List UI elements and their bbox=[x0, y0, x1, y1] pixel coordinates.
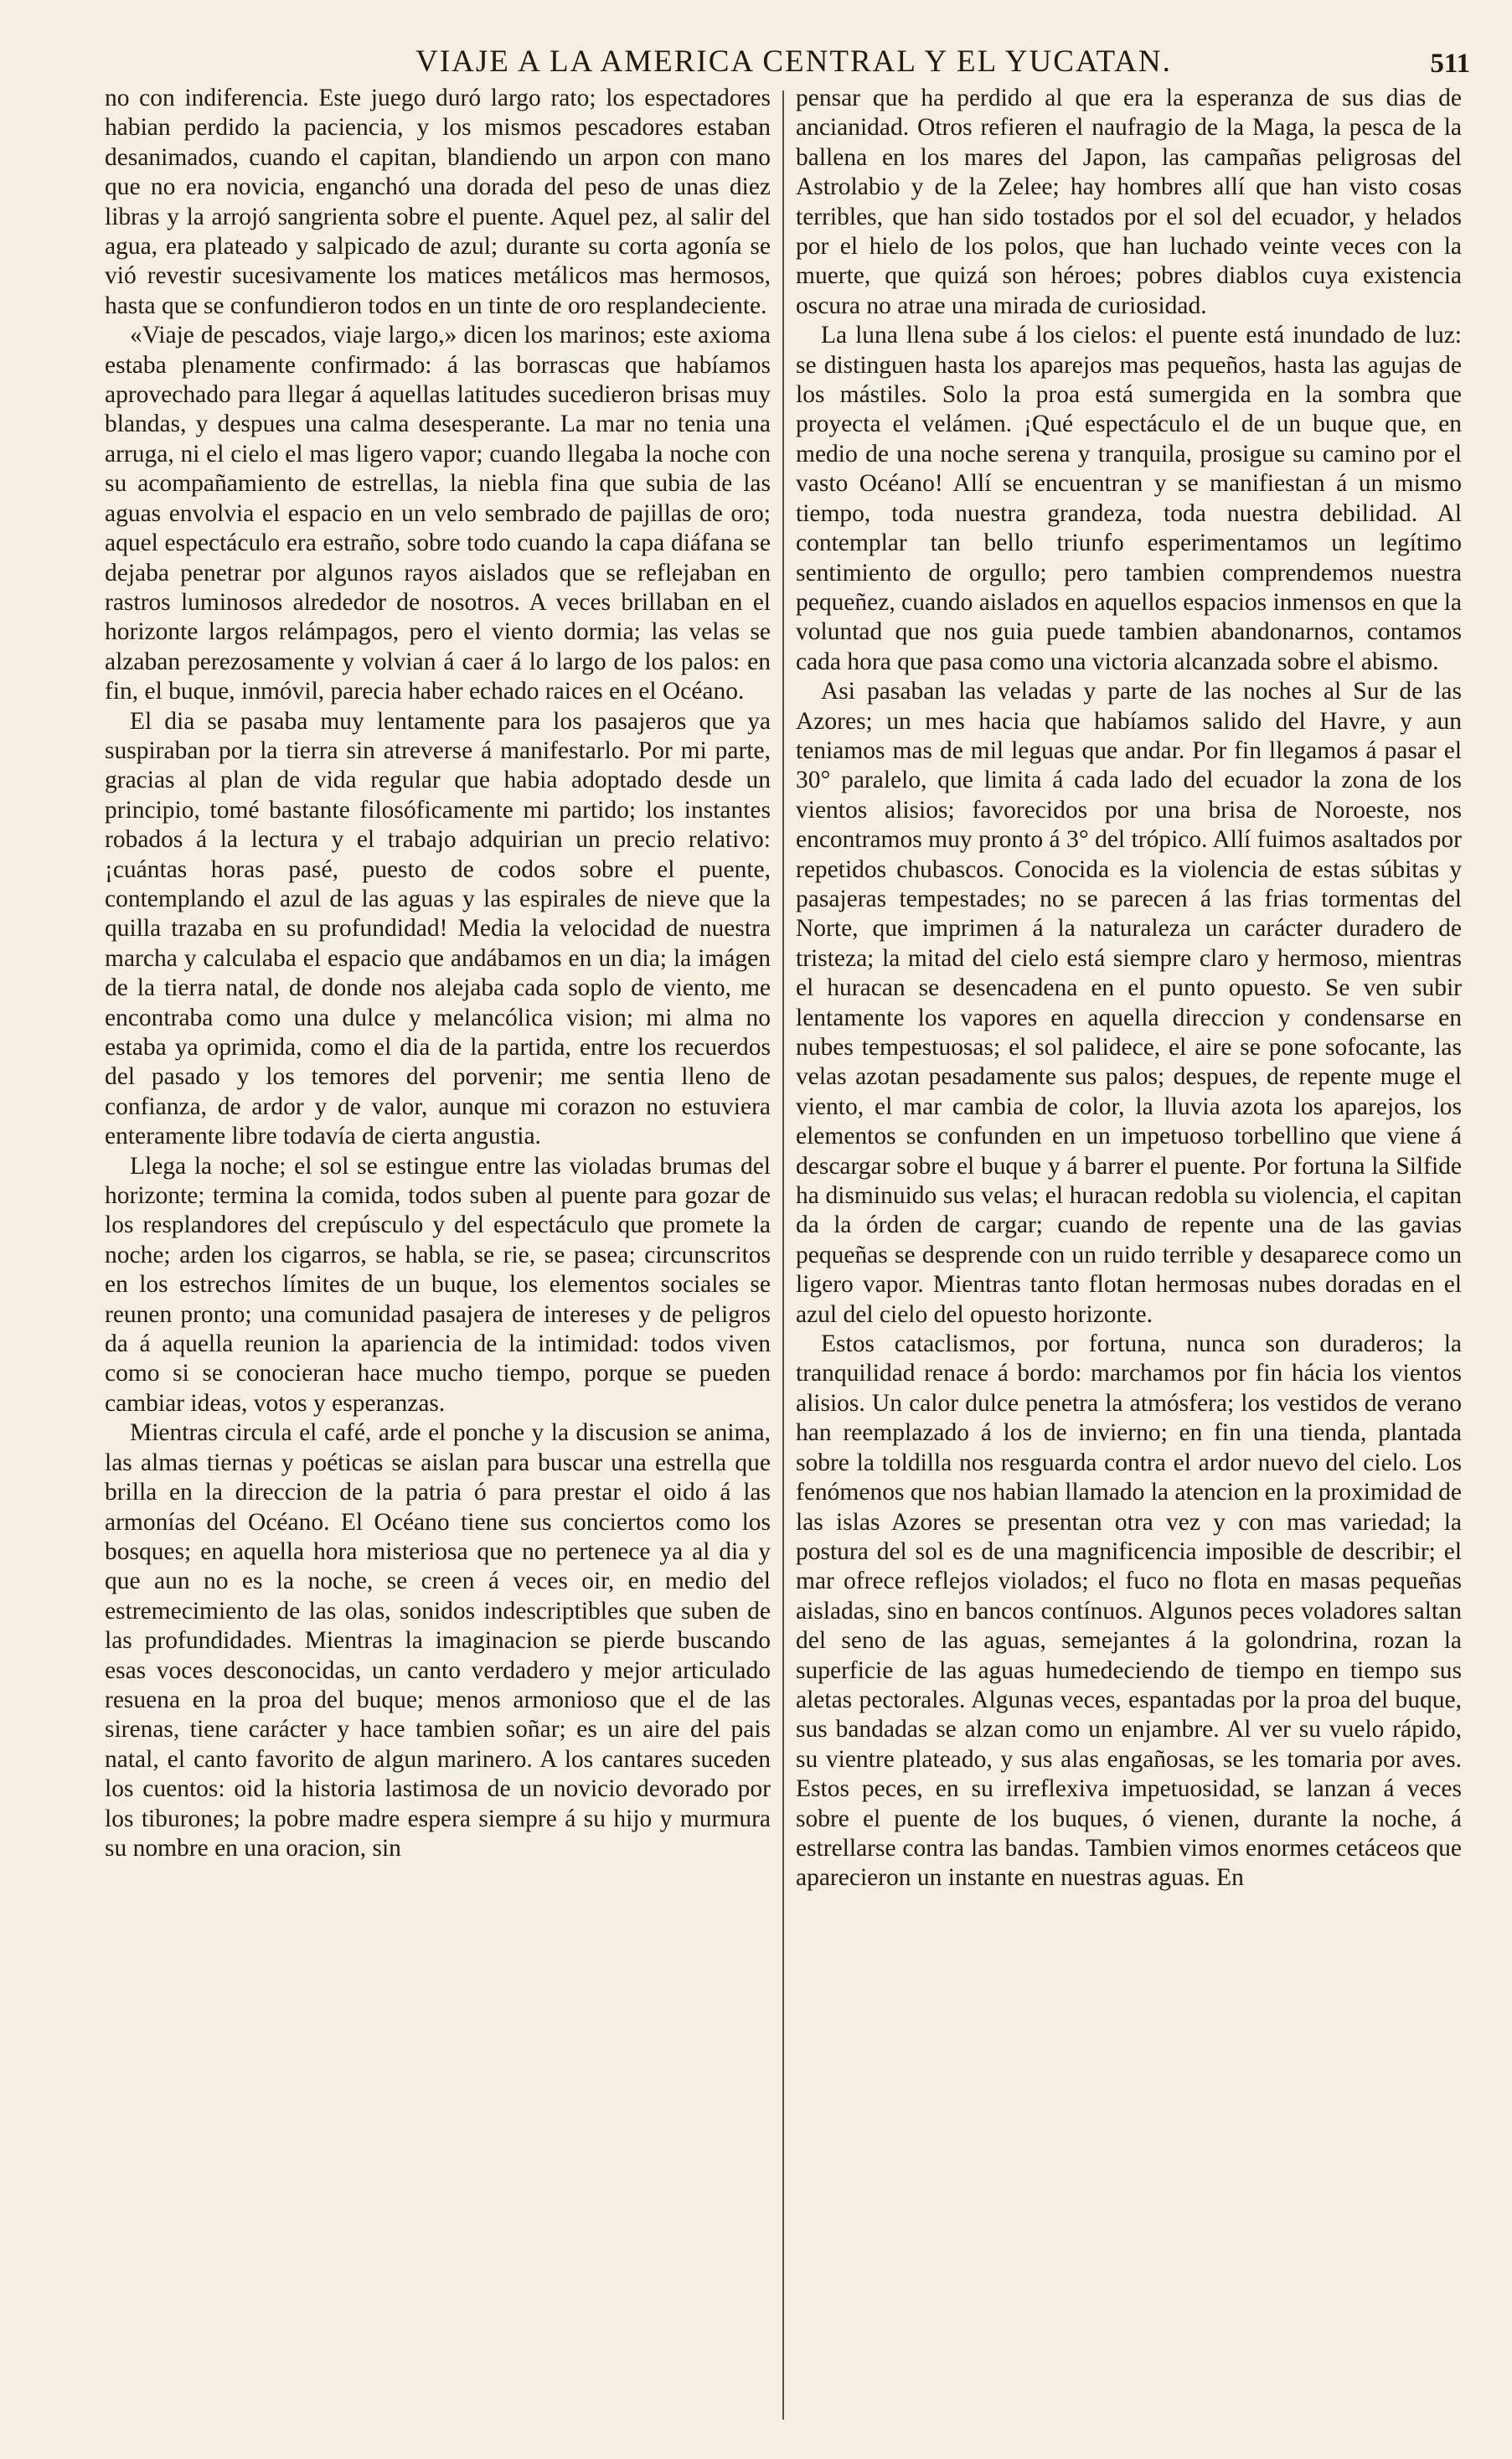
paragraph: Estos cataclismos, por fortuna, nunca son duraderos; la tranquilidad renace á bordo: marchamos por fin hácia los vientos alisios. Un calor dulce penetra la atmósfera; los vestidos de verano han reemplazado á los de invierno; en fin una tienda, plantada sobre la toldilla nos resguarda contra el ardor nuevo del cielo. Los fenómenos que nos habian llamado la atencion en la proximidad de las islas Azores se presentan otra vez y con mas variedad; la postura del sol es de una magnificencia imposible de describir; el mar ofrece reflejos violados; el fuco no flota en masas pequeñas aisladas, sino en bancos contínuos. Algunos peces voladores saltan del seno de las aguas, semejantes á la golondrina, rozan la superficie de las aguas humedeciendo de tiempo en tiempo sus aletas pectorales. Algunas veces, espantadas por la proa del buque, sus bandadas se alzan como un enjambre. Al ver su vuelo rápido, su vientre plateado, y sus alas engañosas, se les tomaria por aves. Estos peces, en su irreflexiva impetuosidad, se lanzan á veces sobre el puente de los buques, ó vienen, durante la noche, á estrellarse contra las bandas. Tambien vimos enormes cetáceos que aparecieron un instante en nuestras aguas. En bbox=[796, 1330, 1462, 1892]
paragraph: no con indiferencia. Este juego duró largo rato; los espectadores habian perdido la paciencia, y los mismos pescadores estaban desanimados, cuando el capitan, blandiendo un arpon con mano que no era novicia, enganchó una dorada del peso de unas diez libras y la arrojó sangrienta sobre el puente. Aquel pez, al salir del agua, era plateado y salpicado de azul; durante su corta agonía se vió revestir sucesivamente los matices metálicos mas hermosos, hasta que se confundieron todos en un tinte de oro resplandeciente. bbox=[105, 85, 771, 319]
paragraph: pensar que ha perdido al que era la esperanza de sus dias de ancianidad. Otros refieren el naufragio de la Maga, la pesca de la ballena en los mares del Japon, las campañas peligrosas del Astrolabio y de la Zelee; hay hombres allí que han visto cosas terribles, que han sido tostados por el sol del ecuador, y helados por el hielo de los polos, que han luchado veinte veces con la muerte, que quizá son héroes; pobres diablos cuya existencia oscura no atrae una mirada de curiosidad. bbox=[796, 85, 1462, 319]
left-column bbox=[105, 84, 771, 1863]
right-column bbox=[796, 84, 1462, 1893]
paragraph: El dia se pasaba muy lentamente para los pasajeros que ya suspiraban por la tierra sin atreverse á manifestarlo. Por mi parte, gracias al plan de vida regular que habia adoptado desde un principio, tomé bastante filosóficamente mi partido; los instantes robados á la lectura y el trabajo adquirian un precio relativo: ¡cuántas horas pasé, puesto de codos sobre el puente, contemplando el azul de las aguas y las espirales de nieve que la quilla trazaba en su profundidad! Media la velocidad de nuestra marcha y calculaba el espacio que andábamos en un dia; la imágen de la tierra natal, de donde nos alejaba cada soplo de viento, me encontrabа como una dulce y melancólica vision; mi alma no estaba ya oprimida, como el dia de la partida, entre los recuerdos del pasado y los temores del porvenir; me sentia lleno de confianza, de ardor y de valor, aunque mi corazon no estuviera enteramente libre todavía de cierta angustia. bbox=[105, 707, 771, 1150]
text-columns bbox=[105, 84, 1462, 2430]
paragraph: La luna llena sube á los cielos: el puente está inundado de luz: se distinguen hasta los aparejos mas pequeños, hasta las agujas de los mástiles. Solo la proa está sumergida en la sombra que proyecta el velámen. ¡Qué espectáculo el de un buque que, en medio de una noche serena y tranquila, prosigue su camino por el vasto Océano! Allí se encuentran y se manifiestan á un mismo tiempo, toda nuestra grandeza, toda nuestra debilidad. Al contemplar tan bello triunfo esperimentamos un legítimo sentimiento de orgullo; pero tambien comprendemos nuestra pequeñez, cuando aislados en aquellos espacios inmensos en que la voluntad que nos guia puede tambien abandonarnos, contamos cada hora que pasa como una victoria alcanzada sobre el abismo. bbox=[796, 322, 1462, 675]
paragraph: «Viaje de pescados, viaje largo,» dicen los marinos; este axioma estaba plenamente confirmado: á las borrascas que habíamos aprovechado para llegar á aquellas latitudes sucedieron brisas muy blandas, y despues una calma desesperante. La mar no tenia una arruga, ni el cielo el mas ligero vapor; cuando llegaba la noche con su acompañamiento de estrellas, la niebla fina que subia de las aguas envolvia el espacio en un velo sembrado de pajillas de oro; aquel espectáculo era estraño, sobre todo cuando la capa diáfana se dejaba penetrar por algunos rayos aislados que se reflejaban en rastros luminosos alrededor de nosotros. A veces brillaban en el horizonte largos relámpagos, pero el viento dormia; las velas se alzaban perezosamente y volvian á caer á lo largo de los palos: en fin, el buque, inmóvil, parecia haber echado raices en el Océano. bbox=[105, 322, 771, 705]
column-divider bbox=[782, 90, 784, 2420]
running-title: VIAJE A LA AMERICA CENTRAL Y EL YUCATAN. bbox=[415, 44, 1172, 79]
paragraph: Asi pasaban las veladas y parte de las noches al Sur de las Azores; un mes hacia que habíamos salido del Havre, y aun teniamos mas de mil leguas que andar. Por fin llegamos á pasar el 30° paralelo, que limita á cada lado del ecuador la zona de los vientos alisios; favorecidos por una brisa de Noroeste, nos encontramos muy pronto á 3° del trópico. Allí fuimos asaltados por repetidos chubascos. Conocida es la violencia de estas súbitas y pasajeras tempestades; no se parecen á las frias tormentas del Norte, que imprimen á la naturaleza un carácter duradero de tristeza; la mitad del cielo está siempre claro y hermoso, mientras el huracan se desencadena en el punto opuesto. Se ven subir lentamente los vapores en aquella direccion y condensarse en nubes tempestuosas; el sol palidece, el aire se pone sofocante, las velas azotan pesadamente sus palos; despues, de repente muge el viento, el mar cambia de color, la lluvia azota los aparejos, los elementos se confunden en un impetuoso torbellino que viene á descargar sobre el buque y á barrer el puente. Por fortuna la Silfide ha disminuido sus velas; el huracan redobla su violencia, el capitan da la órden de cargar; cuando de repente una de las gavias pequeñas se desprende con un ruido terrible y desaparece como un ligero vapor. Mientras tanto flotan hermosas nubes doradas en el azul del cielo del opuesto horizonte. bbox=[796, 678, 1462, 1328]
page-header bbox=[117, 44, 1470, 84]
paragraph: Mientras circula el café, arde el ponche y la discusion se anima, las almas tiernas y poéticas se aislan para buscar una estrella que brilla en la direccion de la patria ó para prestar el oido á las armonías del Océano. El Océano tiene sus conciertos como los bosques; en aquella hora misteriosa que no pertenece ya al dia y que aun no es la noche, se creen á veces oir, en medio del estremecimiento de las olas, sonidos indescriptibles que suben de las profundidades. Mientras la imaginacion se pierde buscando esas voces desconocidas, un canto verdadero y mejor articulado resuena en la proa del buque; menos armonioso que el de las sirenas, tiene carácter y hace tambien soñar; es un aire del pais natal, el canto favorito de algun marinero. A los cantares suceden los cuentos: oid la historia lastimosa de un novicio devorado por los tiburones; la pobre madre espera siempre á su hijo y murmura su nombre en una oracion, sin bbox=[105, 1419, 771, 1862]
page-number: 511 bbox=[1430, 49, 1470, 79]
paragraph: Llega la noche; el sol se estingue entre las violadas brumas del horizonte; termina la comida, todos suben al puente para gozar de los resplandores del crepúsculo y del espectáculo que promete la noche; arden los cigarros, se habla, se rie, se pasea; circunscritos en los estrechos límites de un buque, los elementos sociales se reunen pronto; una comunidad pasajera de intereses y de peligros da á aquella reunion la apariencia de la intimidad: todos viven como si se conocieran hace mucho tiempo, porque se pueden cambiar ideas, votos y esperanzas. bbox=[105, 1152, 771, 1417]
